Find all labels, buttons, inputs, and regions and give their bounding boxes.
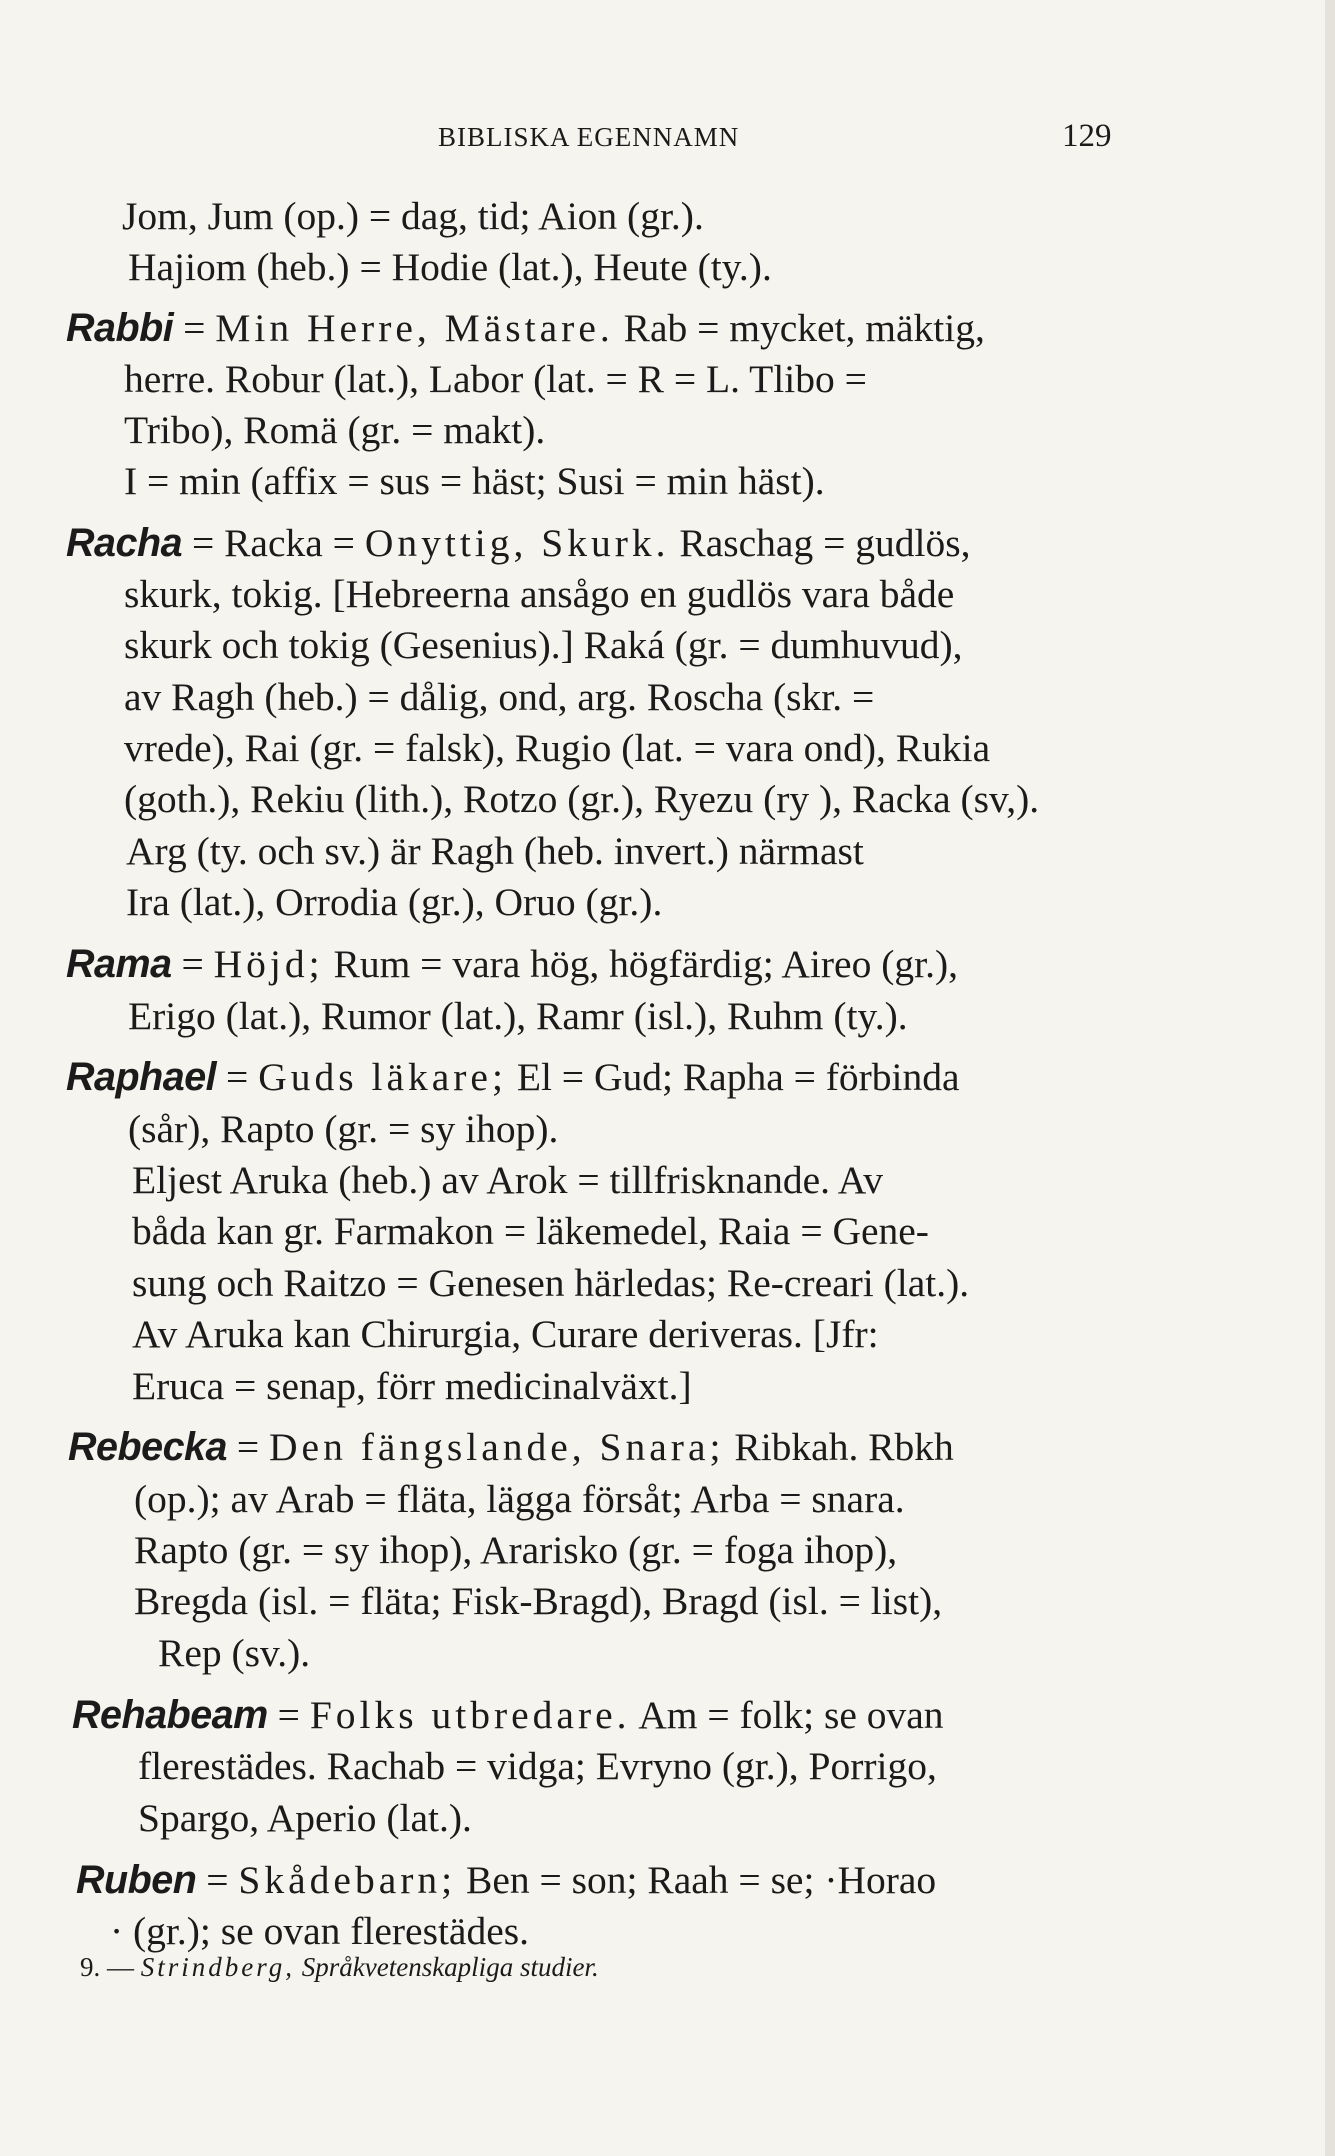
running-head <box>0 118 1335 158</box>
equals-sign: = <box>171 942 214 986</box>
text-line: flerestädes. Rachab = vidga; Evryno (gr.), Porrigo, <box>138 1744 937 1788</box>
text-line: (sår), Rapto (gr. = sy ihop). <box>128 1107 559 1151</box>
page-edge-shadow <box>1325 0 1335 2156</box>
headword: Racha <box>66 521 183 565</box>
text-line: Ira (lat.), Orrodia (gr.), Oruo (gr.). <box>126 880 663 924</box>
footer-dash: — <box>100 1952 141 1982</box>
text-line: (goth.), Rekiu (lith.), Rotzo (gr.), Ryezu (ry ), Racka (sv,). <box>124 777 1040 821</box>
text-line: Eruca = senap, förr medicinalväxt.] <box>132 1364 692 1408</box>
text-line: Arg (ty. och sv.) är Ragh (heb. invert.) närmast <box>126 829 864 873</box>
gloss: Skådebarn; <box>238 1858 457 1902</box>
headword: Rehabeam <box>72 1693 268 1737</box>
text-line: I = min (affix = sus = häst; Susi = min häst). <box>124 459 825 503</box>
entry-text: Am = folk; se ovan <box>630 1693 944 1737</box>
headword: Rama <box>66 942 172 986</box>
entry-text: Rab = mycket, mäktig, <box>613 306 985 350</box>
gloss: Min Herre, Mästare. <box>215 306 614 350</box>
footer-book-title: Språkvetenskapliga studier. <box>295 1952 599 1982</box>
text-line: Spargo, Aperio (lat.). <box>138 1796 472 1840</box>
text-line: sung och Raitzo = Genesen härledas; Re-creari (lat.). <box>132 1261 970 1305</box>
gloss: Höjd; <box>213 942 324 986</box>
text-line: Bregda (isl. = fläta; Fisk-Bragd), Bragd (isl. = list), <box>134 1579 943 1623</box>
gloss: Guds läkare; <box>258 1055 507 1099</box>
gloss: Den fängslande, Snara; <box>269 1425 725 1469</box>
equals-sign: = <box>227 1425 270 1469</box>
entry-first-line <box>66 303 985 353</box>
entry-text: Raschag = gudlös, <box>669 521 971 565</box>
entry-text: Ribkah. Rbkh <box>724 1425 954 1469</box>
entry-first-line <box>76 1855 936 1905</box>
running-title: BIBLISKA EGENNAMN <box>438 122 740 152</box>
entry-first-line <box>68 1422 954 1472</box>
signature-mark: 9. <box>80 1952 101 1982</box>
headword: Rebecka <box>68 1425 227 1469</box>
entry-text: Rum = vara hög, högfärdig; Aireo (gr.), <box>323 942 959 986</box>
headword: Rabbi <box>66 306 174 350</box>
entry-first-line <box>66 939 958 989</box>
text-line: Tribo), Romä (gr. = makt). <box>124 408 546 452</box>
text-line: Eljest Aruka (heb.) av Arok = tillfrisknande. Av <box>132 1158 884 1202</box>
text-line: · (gr.); se ovan flerestädes. <box>110 1909 529 1953</box>
text-line: av Ragh (heb.) = dålig, ond, arg. Roscha (skr. = <box>124 675 875 719</box>
gloss: Onyttig, Skurk. <box>364 521 670 565</box>
text-line: Jom, Jum (op.) = dag, tid; Aion (gr.). <box>122 194 704 238</box>
equals-sign: = <box>216 1055 259 1099</box>
footer-signature <box>80 1952 599 1983</box>
text-line: skurk och tokig (Gesenius).] Raká (gr. = dumhuvud), <box>124 623 963 667</box>
gloss: Folks utbredare. <box>309 1693 631 1737</box>
footer-author: Strindberg, <box>140 1952 295 1982</box>
text-line: Rapto (gr. = sy ihop), Ararisko (gr. = foga ihop), <box>134 1528 898 1572</box>
equals-sign: = Racka = <box>182 521 365 565</box>
entry-first-line <box>66 1052 960 1102</box>
text-line: Rep (sv.). <box>158 1631 311 1675</box>
text-line: vrede), Rai (gr. = falsk), Rugio (lat. = vara ond), Rukia <box>124 726 991 770</box>
text-line: Av Aruka kan Chirurgia, Curare deriveras. [Jfr: <box>132 1312 879 1356</box>
headword: Ruben <box>76 1858 197 1902</box>
text-line: Erigo (lat.), Rumor (lat.), Ramr (isl.), Ruhm (ty.). <box>128 994 908 1038</box>
equals-sign: = <box>173 306 216 350</box>
text-line: Hajiom (heb.) = Hodie (lat.), Heute (ty.). <box>128 245 772 289</box>
text-line: herre. Robur (lat.), Labor (lat. = R = L. Tlibo = <box>124 357 867 401</box>
entry-first-line <box>66 518 970 568</box>
headword: Raphael <box>66 1055 217 1099</box>
page-number: 129 <box>1062 118 1112 154</box>
entry-text: El = Gud; Rapha = förbinda <box>506 1055 960 1099</box>
text-line: skurk, tokig. [Hebreerna ansågo en gudlös vara både <box>124 572 955 616</box>
entry-first-line <box>72 1690 944 1740</box>
entry-text: Ben = son; Raah = se; ·Horao <box>456 1858 937 1902</box>
equals-sign: = <box>196 1858 239 1902</box>
text-line: (op.); av Arab = fläta, lägga försåt; Arba = snara. <box>134 1477 905 1521</box>
text-line: båda kan gr. Farmakon = läkemedel, Raia = Gene- <box>132 1209 929 1253</box>
equals-sign: = <box>267 1693 310 1737</box>
